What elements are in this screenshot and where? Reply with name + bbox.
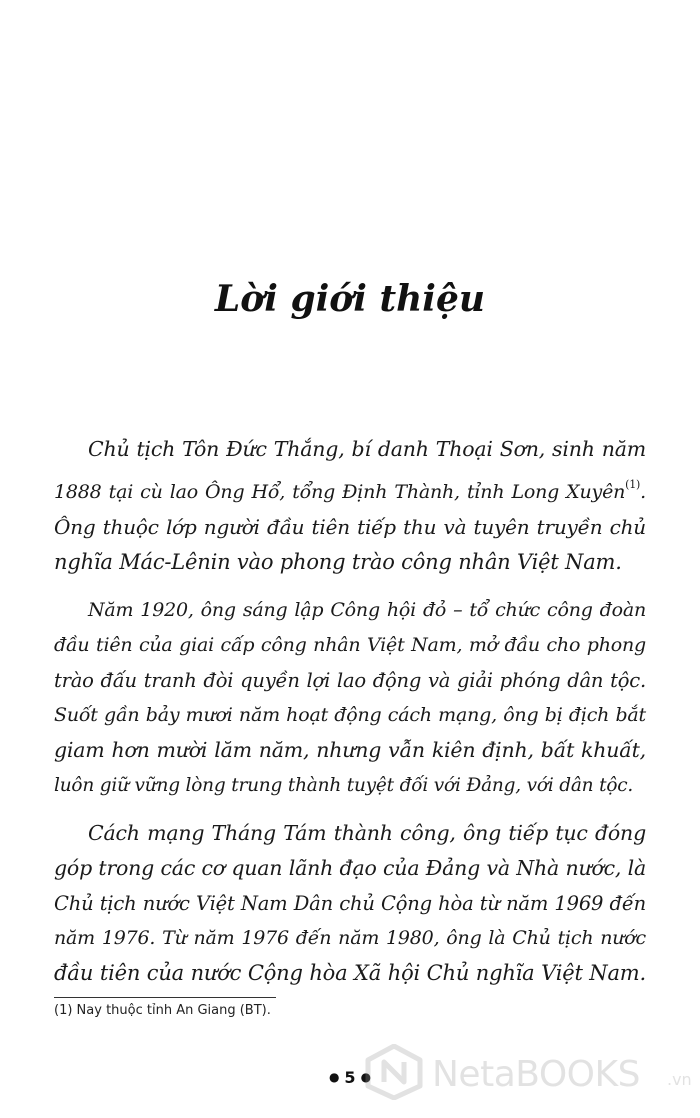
text-line: trào đấu tranh đòi quyền lợi lao động và giải phóng dân tộc.	[54, 669, 646, 692]
footnote: (1) Nay thuộc tỉnh An Giang (BT).	[54, 1003, 271, 1018]
bullet-icon: ●	[360, 1070, 372, 1084]
text-line: Cách mạng Tháng Tám thành công, ông tiếp tục đóng	[88, 821, 646, 845]
paragraph-1	[54, 432, 646, 580]
text-line: năm 1976. Từ năm 1976 đến năm 1980, ông là Chủ tịch nước	[54, 927, 646, 949]
footnote-divider	[54, 997, 276, 998]
text-line: Ông thuộc lớp người đầu tiên tiếp thu và tuyên truyền chủ	[54, 515, 646, 539]
text-line: luôn giữ vững lòng trung thành tuyệt đối với Đảng, với dân tộc.	[54, 775, 634, 796]
text-line: Suốt gần bảy mươi năm hoạt động cách mạng, ông bị địch bắt	[54, 704, 646, 726]
watermark-brand: NetaBOOKS	[432, 1054, 640, 1095]
text-line: đầu tiên của giai cấp công nhân Việt Nam, mở đầu cho phong	[54, 634, 646, 656]
text-line: Chủ tịch nước Việt Nam Dân chủ Cộng hòa từ năm 1969 đến	[54, 892, 646, 915]
text-line: giam hơn mười lăm năm, nhưng vẫn kiên định, bất khuất,	[54, 738, 646, 762]
text-line-punctuation: .	[640, 481, 646, 503]
text-line-content: 1888 tại cù lao Ông Hổ, tổng Định Thành, tỉnh Long Xuyên	[54, 481, 626, 503]
page-title: Lời giới thiệu	[214, 278, 486, 320]
body-text	[54, 432, 646, 1004]
text-line	[54, 467, 646, 510]
text-line: góp trong các cơ quan lãnh đạo của Đảng và Nhà nước, là	[54, 856, 646, 880]
bullet-icon: ●	[328, 1070, 340, 1084]
paragraph-3	[54, 816, 646, 991]
text-line: nghĩa Mác-Lênin vào phong trào công nhân Việt Nam.	[54, 550, 622, 574]
netabooks-logo-icon	[364, 1044, 424, 1100]
page-number-value: 5	[344, 1068, 356, 1087]
text-line: Năm 1920, ông sáng lập Công hội đỏ – tổ chức công đoàn	[88, 599, 646, 621]
paragraph-2	[54, 593, 646, 803]
footnote-marker: (1)	[625, 478, 641, 491]
text-line: Chủ tịch Tôn Đức Thắng, bí danh Thoại Sơn, sinh năm	[88, 437, 646, 461]
watermark-suffix: .vn	[667, 1070, 692, 1089]
watermark	[364, 1040, 694, 1102]
text-line: đầu tiên của nước Cộng hòa Xã hội Chủ nghĩa Việt Nam.	[54, 961, 646, 985]
